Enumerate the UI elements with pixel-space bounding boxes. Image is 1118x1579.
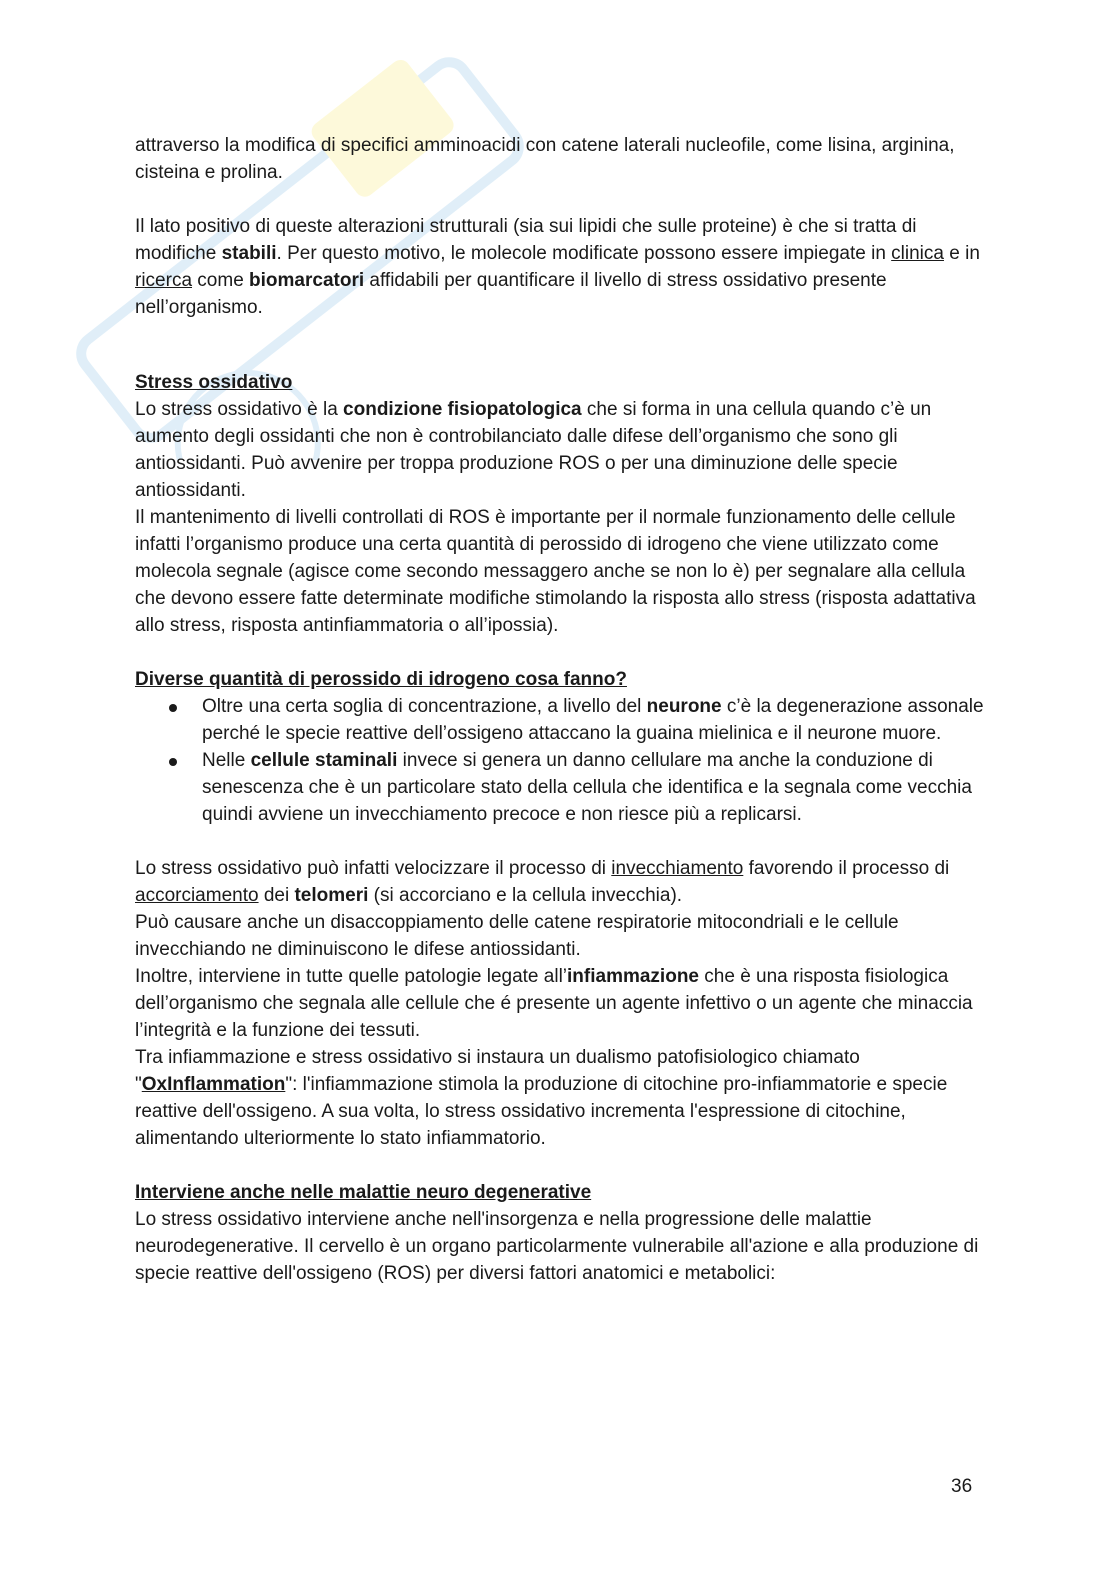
bullet-list (135, 693, 985, 828)
underlined-term: accorciamento (135, 885, 259, 906)
paragraph-amminoacidi: attraverso la modifica di specifici amminoacidi con catene laterali nucleofile, come lisina, arginina, cisteina e prolina. (135, 135, 955, 183)
bullet-icon (169, 758, 177, 766)
paragraph-mitocondri: Può causare anche un disaccoppiamento delle catene respiratorie mitocondriali e le cellule invecchiando ne diminuiscono le difese antiossidanti. (135, 912, 899, 960)
bold-term: stabili (221, 243, 277, 264)
underlined-term: clinica (891, 243, 944, 264)
page-number: 36 (951, 1476, 973, 1497)
page-content (135, 132, 985, 1287)
paragraph-infiammazione: Inoltre, interviene in tutte quelle patologie legate all’infiammazione che è una risposta fisiologica dell’organismo che segnala alle cellule che é presente un agente infettivo o un agente che minaccia l’integrità e la funzione dei tessuti. (135, 966, 973, 1041)
section-heading-neurodegenerative: Interviene anche nelle malattie neuro degenerative (135, 1182, 592, 1203)
bold-term: neurone (646, 696, 722, 717)
section-heading-perossido: Diverse quantità di perossido di idrogeno cosa fanno? (135, 669, 627, 690)
paragraph-ros-livelli: Il mantenimento di livelli controllati di ROS è importante per il normale funzionamento delle cellule infatti l’organismo produce una certa quantità di perossido di idrogeno che viene utilizzato come molecola segnale (agisce come secondo messaggero anche se non lo è) per segnalare alla cellula che devono essere fatte determinate modifiche stimolando la risposta allo stress (risposta adattativa allo stress, risposta antinfiammatoria o all’ipossia). (135, 507, 976, 636)
underlined-term: ricerca (135, 270, 193, 291)
list-item: Nelle cellule staminali invece si genera un danno cellulare ma anche la conduzione di senescenza che è un particolare stato della cellula che identifica e la segnala come vecchia quindi avviene un invecchiamento precoce e non riesce più a replicarsi. (135, 747, 985, 828)
bold-term: cellule staminali (250, 750, 398, 771)
bullet-icon (169, 704, 177, 712)
bold-term: infiammazione (567, 966, 699, 987)
bold-term: telomeri (294, 885, 369, 906)
paragraph-definizione: Lo stress ossidativo è la condizione fisiopatologica che si forma in una cellula quando c’è un aumento degli ossidanti che non è controbilanciato dalle difese dell’organismo che sono gli antiossidanti. Può avvenire per troppa produzione ROS o per una diminuzione delle specie antiossidanti. (135, 399, 932, 501)
section-heading-stress-ossidativo: Stress ossidativo (135, 372, 293, 393)
bold-term: condizione fisiopatologica (343, 399, 582, 420)
underlined-term: invecchiamento (611, 858, 744, 879)
bold-underlined-term: OxInflammation (141, 1074, 286, 1095)
paragraph-oxinflammation: Tra infiammazione e stress ossidativo si instaura un dualismo patofisiologico chiamato "OxInflammation": l'infiammazione stimola la produzione di citochine pro-infiammatorie e specie reattive dell'ossigeno. A sua volta, lo stress ossidativo incrementa l'espressione di citochine, alimentando ulteriormente lo stato infiammatorio. (135, 1047, 948, 1149)
paragraph-invecchiamento: Lo stress ossidativo può infatti velocizzare il processo di invecchiamento favorendo il processo di accorciamento dei telomeri (si accorciano e la cellula invecchia). (135, 858, 950, 906)
bold-term: biomarcatori (249, 270, 365, 291)
list-item: Oltre una certa soglia di concentrazione, a livello del neurone c’è la degenerazione assonale perché le specie reattive dell’ossigeno attaccano la guaina mielinica e il neurone muore. (135, 693, 985, 747)
paragraph-cervello: Lo stress ossidativo interviene anche nell'insorgenza e nella progressione delle malattie neurodegenerative. Il cervello è un organo particolarmente vulnerabile all'azione e alla produzione di specie reattive dell'ossigeno (ROS) per diversi fattori anatomici e metabolici: (135, 1209, 979, 1284)
paragraph-biomarcatori: Il lato positivo di queste alterazioni strutturali (sia sui lipidi che sulle proteine) è che si tratta di modifiche stabili. Per questo motivo, le molecole modificate possono essere impiegate in clinica e in ricerca come biomarcatori affidabili per quantificare il livello di stress ossidativo presente nell’organismo. (135, 216, 980, 318)
